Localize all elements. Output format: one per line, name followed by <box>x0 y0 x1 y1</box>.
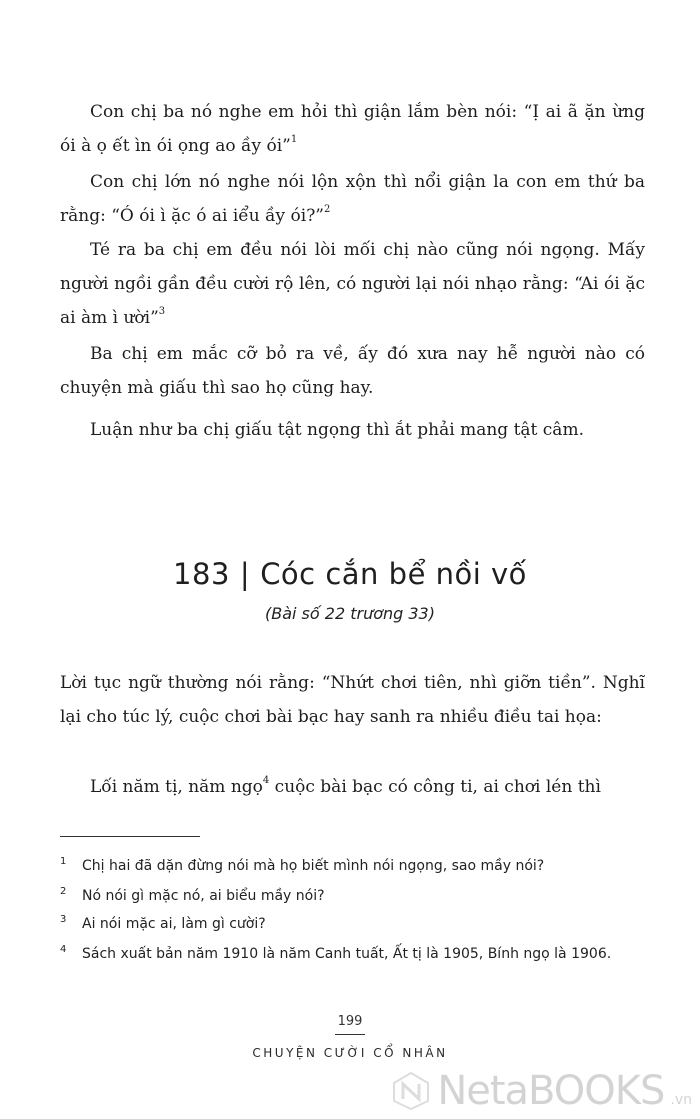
watermark-logo-icon <box>391 1071 431 1111</box>
footnote-1 <box>60 854 650 878</box>
paragraph-5-text: Luận như ba chị giấu tật ngọng thì ắt phải mang tật câm. <box>90 420 584 440</box>
watermark-suffix: .vn <box>670 1092 692 1108</box>
footnote-4-number: 4 <box>60 944 67 955</box>
footnote-1-number: 1 <box>60 856 67 867</box>
chapter-subtitle: (Bài số 22 trương 33) <box>265 604 435 623</box>
chapter-number: 183 <box>173 557 230 591</box>
paragraph-2-text: Con chị lớn nó nghe nói lộn xộn thì nổi giận la con em thứ ba rằng: “Ó ói ì ặc ó ai iểu ầy ói?” <box>60 172 645 226</box>
chapter-paragraph-1 <box>60 666 645 734</box>
watermark <box>391 1068 692 1114</box>
footnote-2-number: 2 <box>60 886 67 897</box>
footnote-3-number: 3 <box>60 914 67 925</box>
chapter-paragraph-2 <box>60 770 645 804</box>
footnote-3 <box>60 912 650 936</box>
footnote-3-text: Ai nói mặc ai, làm gì cười? <box>82 916 266 932</box>
page-number: 199 <box>337 1014 363 1029</box>
chapter-paragraph-2-text-before: Lối năm tị, năm ngọ <box>90 777 263 797</box>
chapter-paragraph-1-text: Lời tục ngữ thường nói rằng: “Nhứt chơi tiên, nhì giỡn tiền”. Nghĩ lại cho túc lý, cuộc chơi bài bạc hay sanh ra nhiều điều tai họa: <box>60 673 645 727</box>
footnote-4 <box>60 942 650 966</box>
chapter-heading <box>0 557 700 591</box>
footnote-1-text: Chị hai đã dặn đừng nói mà họ biết mình nói ngọng, sao mầy nói? <box>82 858 545 874</box>
watermark-text: NetaBOOKS <box>437 1068 665 1114</box>
page-number-underline <box>335 1034 365 1035</box>
footnote-ref-2: 2 <box>324 204 331 216</box>
chapter-paragraph-2-text-after: cuộc bài bạc có công ti, ai chơi lén thì <box>269 777 601 797</box>
paragraph-3 <box>60 233 645 335</box>
chapter-title: Cóc cắn bể nồi vố <box>260 557 527 591</box>
paragraph-2 <box>60 165 645 233</box>
footnote-divider <box>60 836 200 837</box>
paragraph-4 <box>60 337 645 405</box>
paragraph-1 <box>60 95 645 163</box>
running-title: CHUYỆN CƯỜI CỔ NHÂN <box>252 1046 448 1060</box>
paragraph-5 <box>60 413 645 447</box>
footnote-2-text: Nó nói gì mặc nó, ai biểu mầy nói? <box>82 888 325 904</box>
footnote-ref-4: 4 <box>262 775 270 787</box>
paragraph-1-text: Con chị ba nó nghe em hỏi thì giận lắm bèn nói: “Ị ai ã ặn ừng ói à ọ ết ìn ói ọng ao ầy ói” <box>60 102 645 156</box>
footnote-ref-1: 1 <box>290 134 298 146</box>
paragraph-4-text: Ba chị em mắc cỡ bỏ ra về, ấy đó xưa nay hễ người nào có chuyện mà giấu thì sao họ cũng hay. <box>60 344 645 398</box>
footnote-2 <box>60 884 650 908</box>
footnote-ref-3: 3 <box>158 306 166 318</box>
paragraph-3-text: Té ra ba chị em đều nói lòi mối chị nào cũng nói ngọng. Mấy người ngồi gần đều cười rộ lên, có người lại nói nhạo rằng: “Ai ói ặc ai àm ì ười” <box>60 240 645 328</box>
chapter-separator: | <box>239 557 251 591</box>
footnote-4-text: Sách xuất bản năm 1910 là năm Canh tuất, Ất tị là 1905, Bính ngọ là 1906. <box>82 946 612 962</box>
